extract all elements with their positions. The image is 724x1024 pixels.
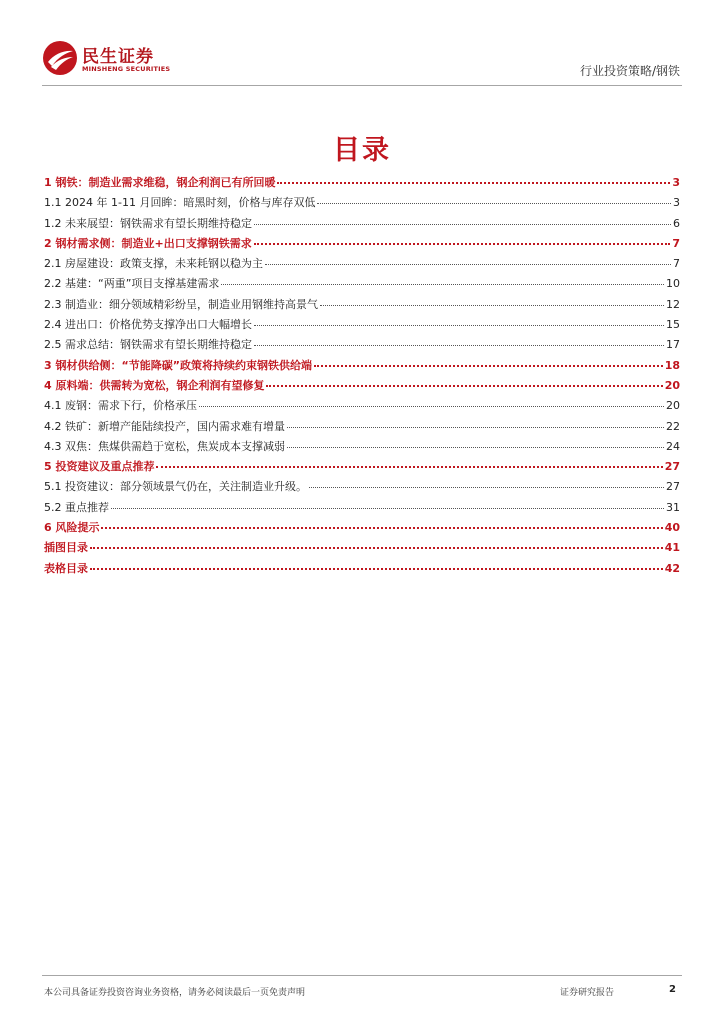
toc-entry[interactable] <box>44 377 680 397</box>
toc-entry[interactable] <box>44 499 680 519</box>
toc-entry[interactable] <box>44 215 680 235</box>
toc-dot-leader <box>309 486 664 488</box>
toc-entry-label: 2.4 进出口：价格优势支撑净出口大幅增长 <box>44 318 252 332</box>
header-divider <box>42 85 682 86</box>
toc-entry-label: 2.1 房屋建设：政策支撑，未来耗钢以稳为主 <box>44 257 263 271</box>
logo-english-name: MINSHENG SECURITIES <box>82 65 171 73</box>
toc-dot-leader <box>199 405 664 407</box>
toc-dot-leader <box>317 202 671 204</box>
toc-entry[interactable] <box>44 539 680 559</box>
toc-entry-page: 15 <box>666 318 680 332</box>
toc-entry-page: 27 <box>664 460 680 474</box>
footer-divider <box>42 975 682 976</box>
toc-entry-label: 2.5 需求总结：钢铁需求有望长期维持稳定 <box>44 338 252 352</box>
toc-dot-leader <box>90 546 663 549</box>
toc-entry[interactable] <box>44 275 680 295</box>
footer-disclaimer: 本公司具备证券投资咨询业务资格，请务必阅读最后一页免责声明 <box>44 988 306 998</box>
toc-dot-leader <box>111 507 664 509</box>
toc-entry-label: 3 钢材供给侧：“节能降碳”政策将持续约束钢铁供给端 <box>44 358 312 372</box>
toc-entry-page: 31 <box>666 500 680 514</box>
toc-dot-leader <box>266 384 662 387</box>
toc-dot-leader <box>265 263 671 265</box>
toc-entry[interactable] <box>44 519 680 539</box>
toc-entry-label: 5.2 重点推荐 <box>44 500 109 514</box>
toc-entry-label: 4.2 铁矿：新增产能陆续投产，国内需求难有增量 <box>44 419 285 433</box>
toc-entry[interactable] <box>44 336 680 356</box>
toc-entry[interactable] <box>44 174 680 194</box>
toc-entry[interactable] <box>44 458 680 478</box>
toc-dot-leader <box>314 364 663 367</box>
page-header <box>0 0 724 90</box>
toc-entry[interactable] <box>44 560 680 580</box>
toc-entry[interactable] <box>44 438 680 458</box>
toc-dot-leader <box>221 283 664 285</box>
minsheng-logo-icon <box>42 40 78 76</box>
toc-entry-label: 5.1 投资建议：部分领域景气仍在，关注制造业升级。 <box>44 480 307 494</box>
toc-entry-label: 2 钢材需求侧：制造业+出口支撑钢铁需求 <box>44 236 252 250</box>
toc-dot-leader <box>287 446 664 448</box>
toc-dot-leader <box>277 181 670 184</box>
toc-entry-page: 7 <box>673 257 680 271</box>
toc-entry-page: 20 <box>664 378 680 392</box>
footer-report-type: 证券研究报告 <box>560 988 615 998</box>
toc-entry-page: 7 <box>672 236 680 250</box>
toc-entry-label: 表格目录 <box>44 561 88 575</box>
toc-entry-page: 18 <box>664 358 680 372</box>
toc-entry-page: 40 <box>664 521 680 535</box>
toc-entry-page: 41 <box>664 541 680 555</box>
toc-dot-leader <box>254 223 671 225</box>
toc-entry-page: 17 <box>666 338 680 352</box>
toc-entry-label: 1.1 2024 年 1-11 月回眸：暗黑时刻，价格与库存双低 <box>44 196 316 210</box>
toc-entry-label: 1.2 未来展望：钢铁需求有望长期维持稳定 <box>44 216 252 230</box>
toc-entry-label: 4.3 双焦：焦煤供需趋于宽松，焦炭成本支撑减弱 <box>44 439 285 453</box>
toc-entry-page: 27 <box>666 480 680 494</box>
toc-entry-label: 2.2 基建：“两重”项目支撑基建需求 <box>44 277 220 291</box>
toc-entry[interactable] <box>44 357 680 377</box>
company-logo <box>42 40 177 76</box>
toc-entry[interactable] <box>44 296 680 316</box>
toc-title: 目录 <box>333 135 391 166</box>
toc-entry-page: 3 <box>673 196 680 210</box>
toc-dot-leader <box>156 465 662 468</box>
toc-entry-page: 22 <box>666 419 680 433</box>
toc-entry-label: 4 原料端：供需转为宽松，钢企利润有望修复 <box>44 378 265 392</box>
logo-chinese-name: 民生证券 <box>82 47 154 67</box>
toc-entry-label: 4.1 废钢：需求下行，价格承压 <box>44 399 197 413</box>
page-number: 2 <box>669 984 676 995</box>
toc-dot-leader <box>101 526 662 529</box>
toc-entry[interactable] <box>44 397 680 417</box>
toc-entry-page: 42 <box>664 561 680 575</box>
toc-entry-label: 1 钢铁：制造业需求维稳，钢企利润已有所回暖 <box>44 176 276 189</box>
toc-dot-leader <box>320 304 664 306</box>
toc-entry[interactable] <box>44 418 680 438</box>
toc-entry-page: 20 <box>666 399 680 413</box>
toc-entry[interactable] <box>44 194 680 214</box>
toc-dot-leader <box>254 324 664 326</box>
toc-entry-label: 5 投资建议及重点推荐 <box>44 460 155 474</box>
report-category: 行业投资策略/钢铁 <box>579 64 680 78</box>
toc-entry-page: 24 <box>666 439 680 453</box>
toc-entry-label: 6 风险提示 <box>44 521 100 535</box>
toc-entry-page: 6 <box>673 216 680 230</box>
toc-entry[interactable] <box>44 478 680 498</box>
toc-dot-leader <box>90 567 663 570</box>
toc-entry-label: 2.3 制造业：细分领域精彩纷呈，制造业用钢维持高景气 <box>44 297 318 311</box>
toc-dot-leader <box>287 426 664 428</box>
toc-entry-page: 10 <box>666 277 680 291</box>
toc-entry[interactable] <box>44 235 680 255</box>
toc-entry[interactable] <box>44 255 680 275</box>
toc-entry-page: 3 <box>672 176 680 189</box>
toc-dot-leader <box>254 242 671 245</box>
table-of-contents <box>44 174 680 580</box>
toc-entry[interactable] <box>44 316 680 336</box>
toc-entry-label: 插图目录 <box>44 541 88 555</box>
toc-dot-leader <box>254 344 664 346</box>
toc-entry-page: 12 <box>666 297 680 311</box>
